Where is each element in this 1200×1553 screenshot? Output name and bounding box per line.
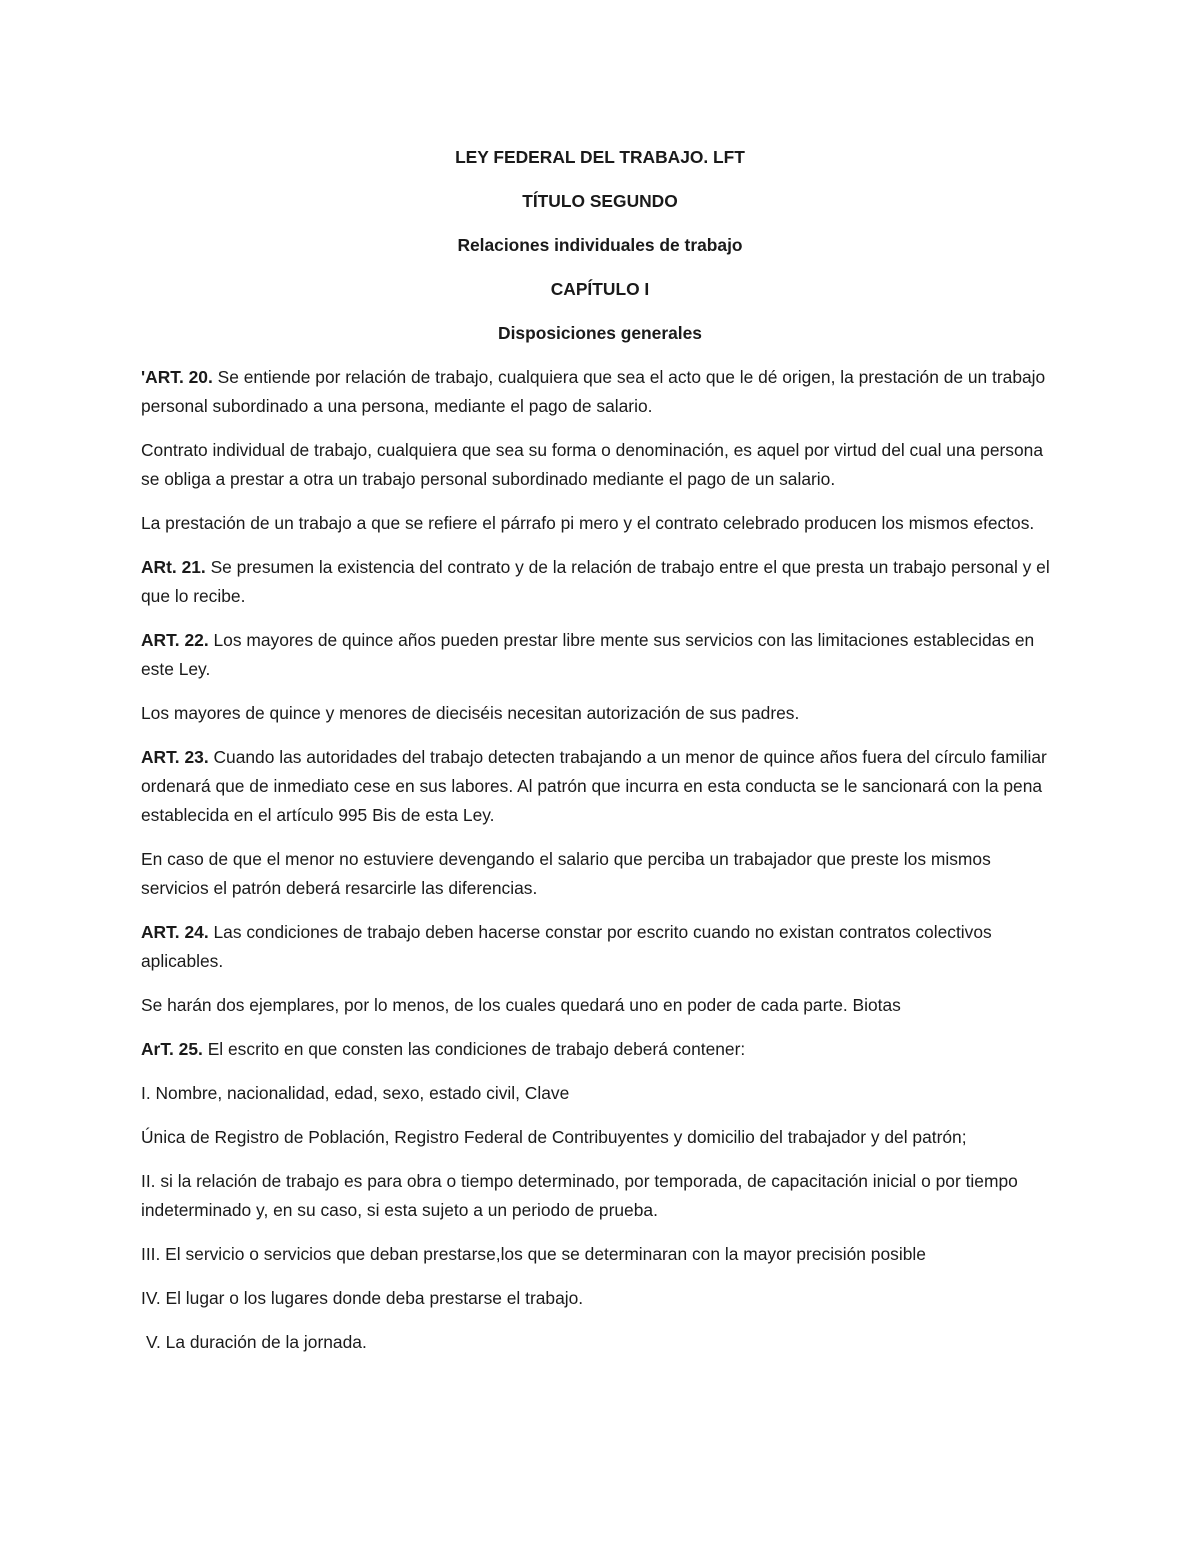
article-label: ARt. 21. [141, 557, 206, 577]
list-item-v [141, 1328, 1059, 1357]
paragraph-text: Los mayores de quince y menores de dieciséis necesitan autorización de sus padres. [141, 703, 800, 723]
article-25-paragraph [141, 1035, 1059, 1064]
article-21-paragraph [141, 553, 1059, 611]
paragraph-text: Se harán dos ejemplares, por lo menos, de los cuales quedará uno en poder de cada parte. Biotas [141, 995, 901, 1015]
list-item-i [141, 1079, 1059, 1108]
title-subheading: Relaciones individuales de trabajo [457, 235, 743, 255]
list-item-ii [141, 1167, 1059, 1225]
paragraph-text: El escrito en que consten las condiciones de trabajo deberá contener: [202, 1039, 746, 1059]
article-label: ART. 23. [141, 747, 209, 767]
paragraph-text: I. Nombre, nacionalidad, edad, sexo, estado civil, Clave [141, 1083, 570, 1103]
article-20-contract-paragraph [141, 436, 1059, 494]
paragraph-text: III. El servicio o servicios que deban prestarse,los que se determinaran con la mayor precisión posible [141, 1244, 926, 1264]
chapter-heading: CAPÍTULO I [550, 279, 650, 299]
paragraph-text: En caso de que el menor no estuviere devengando el salario que perciba un trabajador que preste los mismos servicios el patrón deberá resarcirle las diferencias. [141, 849, 991, 898]
article-label: ArT. 25. [141, 1039, 203, 1059]
article-20-paragraph [141, 363, 1059, 421]
article-23-paragraph [141, 743, 1059, 830]
paragraph-text: Única de Registro de Población, Registro Federal de Contribuyentes y domicilio del trabajador y del patrón; [141, 1127, 967, 1147]
article-20-effects-paragraph [141, 509, 1059, 538]
article-22-minors-paragraph [141, 699, 1059, 728]
article-23-salary-paragraph [141, 845, 1059, 903]
paragraph-text: Los mayores de quince años pueden prestar libre mente sus servicios con las limitaciones establecidas en este Ley. [141, 630, 1035, 679]
article-label: 'ART. 20. [141, 367, 213, 387]
paragraph-text: Contrato individual de trabajo, cualquiera que sea su forma o denominación, es aquel por virtud del cual una persona se obliga a prestar a otra un trabajo personal subordinado mediante el pago de un salario. [141, 440, 1043, 489]
article-label: ART. 22. [141, 630, 209, 650]
paragraph-text: V. La duración de la jornada. [146, 1332, 367, 1352]
list-item-iii [141, 1240, 1059, 1269]
title-heading: TÍTULO SEGUNDO [522, 191, 678, 211]
paragraph-text: Cuando las autoridades del trabajo detecten trabajando a un menor de quince años fuera del círculo familiar ordenará que de inmediato cese en sus labores. Al patrón que incurra en esta conducta se le sancionará con la pena establecida en el artículo 995 Bis de esta Ley. [141, 747, 1047, 825]
paragraph-text: IV. El lugar o los lugares donde deba prestarse el trabajo. [141, 1288, 584, 1308]
paragraph-text: Las condiciones de trabajo deben hacerse constar por escrito cuando no existan contratos colectivos aplicables. [141, 922, 992, 971]
list-item-i-continued [141, 1123, 1059, 1152]
list-item-iv [141, 1284, 1059, 1313]
paragraph-text: II. si la relación de trabajo es para obra o tiempo determinado, por temporada, de capacitación inicial o por tiempo indeterminado y, en su caso, si esta sujeto a un periodo de prueba. [141, 1171, 1018, 1220]
article-label: ART. 24. [141, 922, 209, 942]
article-24-copies-paragraph [141, 991, 1059, 1020]
article-24-paragraph [141, 918, 1059, 976]
paragraph-text: Se presumen la existencia del contrato y de la relación de trabajo entre el que presta un trabajo personal y el que lo recibe. [141, 557, 1050, 606]
document-body [141, 143, 1059, 1372]
paragraph-text: La prestación de un trabajo a que se refiere el párrafo pi mero y el contrato celebrado producen los mismos efectos. [141, 513, 1035, 533]
law-title: LEY FEDERAL DEL TRABAJO. LFT [455, 147, 745, 167]
article-22-paragraph [141, 626, 1059, 684]
paragraph-text: Se entiende por relación de trabajo, cualquiera que sea el acto que le dé origen, la prestación de un trabajo personal subordinado a una persona, mediante el pago de salario. [141, 367, 1046, 416]
chapter-subheading: Disposiciones generales [498, 323, 702, 343]
